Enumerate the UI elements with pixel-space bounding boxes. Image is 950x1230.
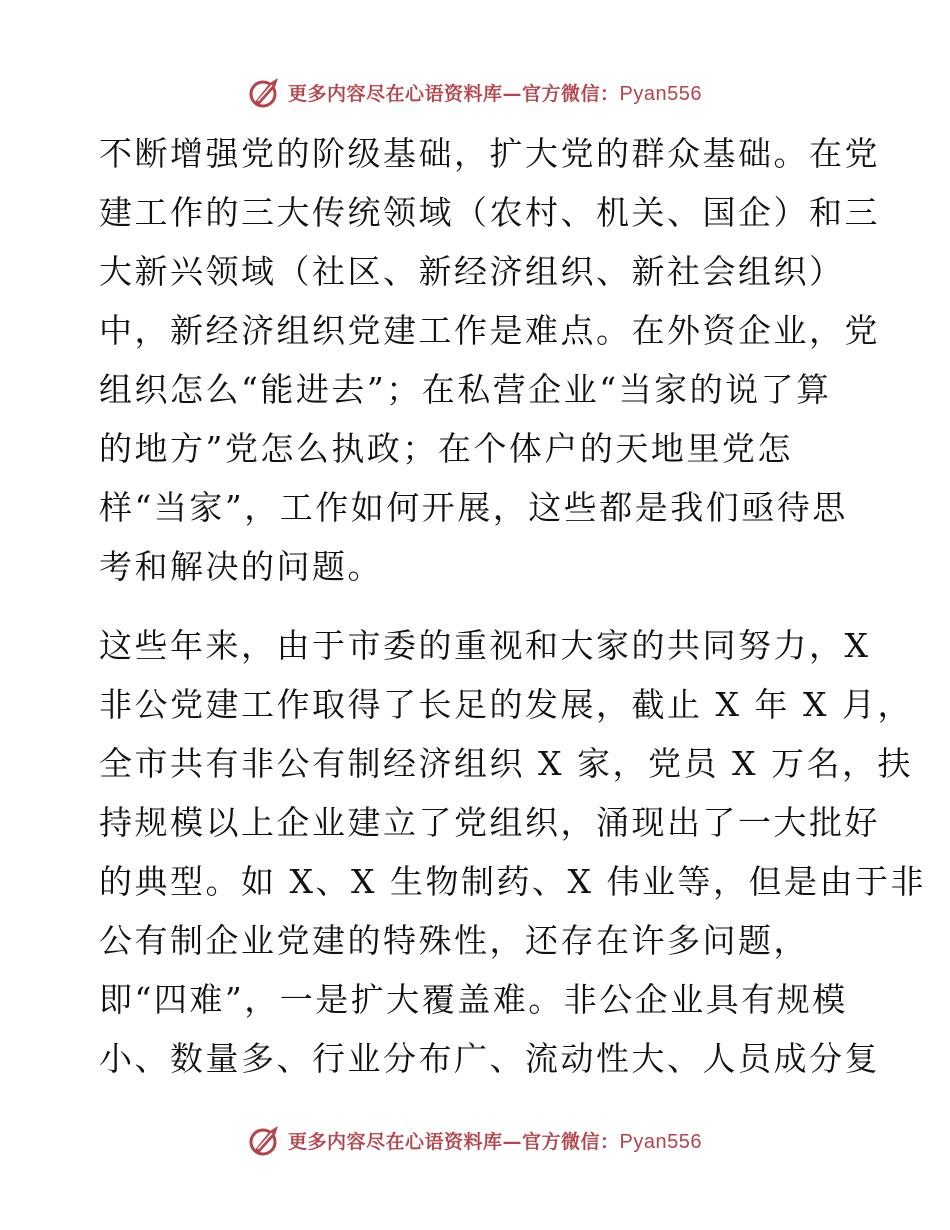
text-line: 的典型。如 X、X 生物制药、X 伟业等，但是由于非 xyxy=(99,862,926,901)
text-line: 即“四难”，一是扩大覆盖难。非公企业具有规模 xyxy=(99,980,848,1019)
paragraph-2 xyxy=(99,616,926,1088)
footer-watermark xyxy=(0,1120,950,1160)
paragraph-spacer xyxy=(99,596,859,616)
text-line: 非公党建工作取得了长足的发展，截止 X 年 X 月， xyxy=(99,685,913,724)
text-line: 组织怎么“能进去”；在私营企业“当家的说了算 xyxy=(99,370,832,409)
paragraph-1 xyxy=(99,124,880,596)
quill-logo-icon xyxy=(248,1123,282,1157)
text-line: 不断增强党的阶级基础，扩大党的群众基础。在党 xyxy=(99,134,880,173)
text-line: 全市共有非公有制经济组织 X 家，党员 X 万名，扶 xyxy=(99,744,913,783)
text-line: 考和解决的问题。 xyxy=(99,547,383,586)
quill-logo-icon xyxy=(248,75,282,109)
text-line: 持规模以上企业建立了党组织，涌现出了一大批好 xyxy=(99,803,880,842)
text-line: 建工作的三大传统领域（农村、机关、国企）和三 xyxy=(99,193,880,232)
watermark-text: 更多内容尽在心语资料库—官方微信： xyxy=(288,82,620,105)
document-body xyxy=(99,124,926,1088)
watermark-text: 更多内容尽在心语资料库—官方微信： xyxy=(288,1130,620,1153)
header-watermark xyxy=(0,72,950,112)
watermark-wechat-id: Pyan556 xyxy=(619,1130,702,1153)
text-line: 大新兴领域（社区、新经济组织、新社会组织） xyxy=(99,252,845,291)
text-line: 小、数量多、行业分布广、流动性大、人员成分复 xyxy=(99,1039,880,1078)
text-line: 中，新经济组织党建工作是难点。在外资企业，党 xyxy=(99,311,880,350)
text-line: 的地方”党怎么执政；在个体户的天地里党怎 xyxy=(99,429,793,468)
watermark-wechat-id: Pyan556 xyxy=(619,82,702,105)
text-line: 样“当家”，工作如何开展，这些都是我们亟待思 xyxy=(99,488,848,527)
text-line: 公有制企业党建的特殊性，还存在许多问题， xyxy=(99,921,809,960)
text-line: 这些年来，由于市委的重视和大家的共同努力，X xyxy=(99,626,871,665)
